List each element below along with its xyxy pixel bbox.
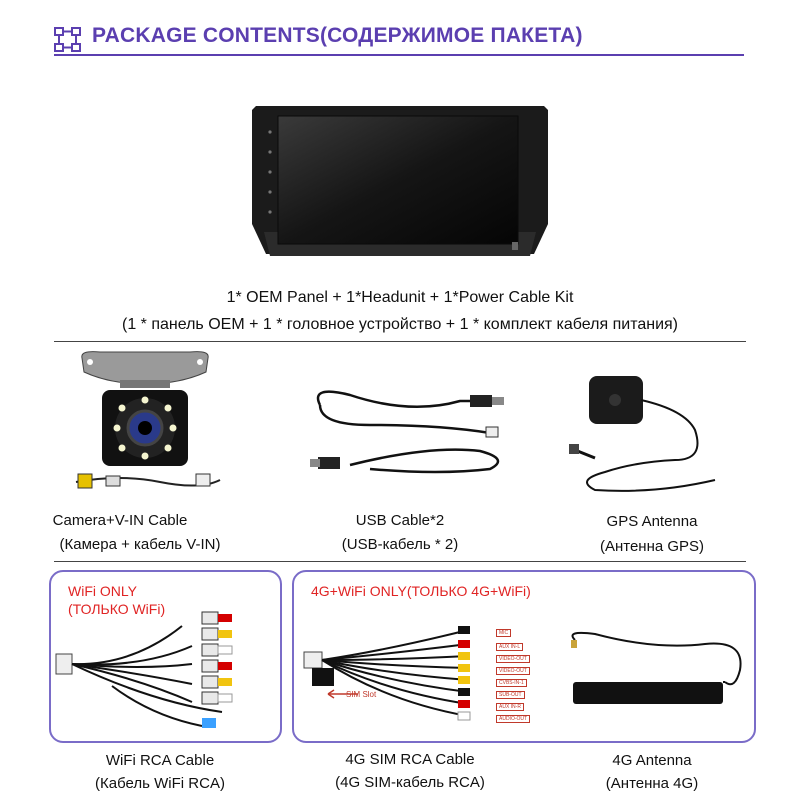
camera-caption-ru: (Камера + кабель V-IN) xyxy=(59,536,221,553)
port-label-sub-out: SUB-OUT xyxy=(496,691,525,699)
camera-caption-en: Camera+V-IN Cable xyxy=(52,512,188,529)
divider-1 xyxy=(54,341,746,342)
port-label-video-out-2: VIDEO-OUT xyxy=(496,667,530,675)
port-label-audio-out: AUDIO-OUT xyxy=(496,715,530,723)
usb-caption-ru: (USB-кабель * 2) xyxy=(341,536,459,553)
gps-caption-en: GPS Antenna xyxy=(606,513,698,530)
port-label-cvbs-in-1: CVBS-IN-1 xyxy=(496,679,527,687)
camera-image xyxy=(60,350,230,500)
4g-antenna-caption-ru: (Антенна 4G) xyxy=(605,775,699,792)
wifi-rca-cable-image xyxy=(52,606,272,736)
headunit-caption-ru: (1 * панель OEM + 1 * головное устройство + 1 * комплект кабеля питания) xyxy=(121,316,678,333)
wifi-rca-caption-en: WiFi RCA Cable xyxy=(105,752,215,769)
headunit-image xyxy=(250,104,550,264)
4g-sim-caption-ru: (4G SIM-кабель RCA) xyxy=(335,774,485,791)
port-label-aux-in-l: AUX IN-L xyxy=(496,643,523,651)
page-title: PACKAGE CONTENTS(СОДЕРЖИМОЕ ПАКЕТА) xyxy=(92,24,583,47)
4g-sim-caption-en: 4G SIM RCA Cable xyxy=(345,751,475,768)
headunit-caption-en: 1* OEM Panel + 1*Headunit + 1*Power Cable Kit xyxy=(226,289,574,306)
grid-diagram-icon xyxy=(54,27,82,53)
port-label-mic: MIC xyxy=(496,629,511,637)
usb-cable-image xyxy=(310,375,510,485)
title-underline xyxy=(54,54,744,56)
wifi-box-title: WiFi ONLY xyxy=(68,583,137,599)
port-label-aux-in-r: AUX IN-R xyxy=(496,703,524,711)
port-label-video-out-1: VIDEO-OUT xyxy=(496,655,530,663)
usb-caption-en: USB Cable*2 xyxy=(355,512,445,529)
wifi-rca-caption-ru: (Кабель WiFi RCA) xyxy=(95,775,225,792)
4g-antenna-caption-en: 4G Antenna xyxy=(612,752,692,769)
gps-antenna-image xyxy=(565,370,745,495)
sim-slot-label: SIM Slot xyxy=(346,690,377,699)
wifi-box-subtitle: (ТОЛЬКО WiFi) xyxy=(68,601,166,617)
header-icon xyxy=(54,27,82,53)
divider-2 xyxy=(54,561,746,562)
4g-antenna-image xyxy=(555,620,745,730)
4g-box-title: 4G+WiFi ONLY(ТОЛЬКО 4G+WiFi) xyxy=(311,583,531,599)
gps-caption-ru: (Антенна GPS) xyxy=(599,538,705,555)
